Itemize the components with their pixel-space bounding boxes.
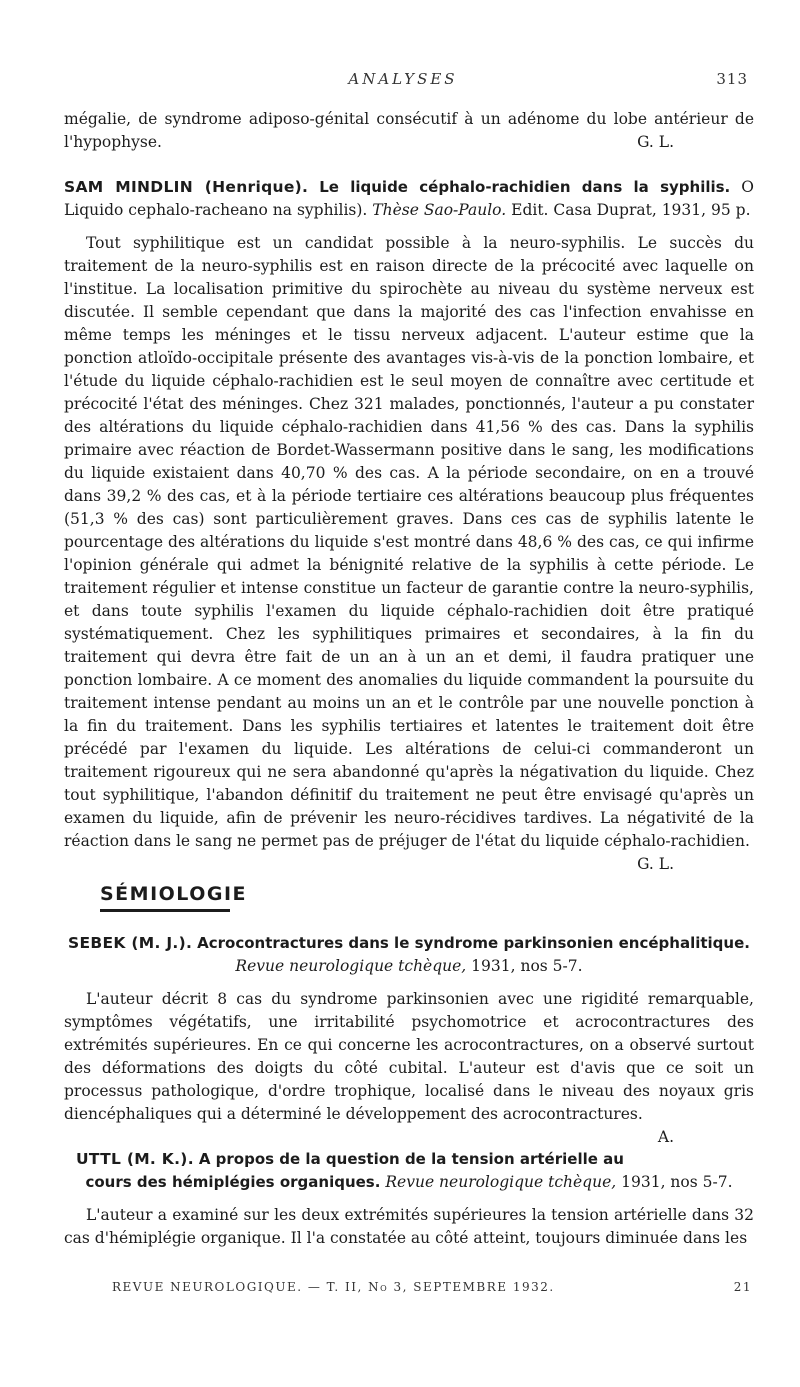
entry2-signature: A. — [657, 1128, 674, 1146]
footer-signature-mark: 21 — [733, 1280, 752, 1294]
entry2-title: Acrocontractures dans le syndrome parkinsonien encéphalitique. — [197, 934, 750, 952]
entry2-author: SEBEK (M. J.). — [68, 934, 193, 952]
page-footer — [112, 1280, 752, 1302]
footer-journal-info: REVUE NEUROLOGIQUE. — T. II, No 3, SEPTEMBRE 1932. — [112, 1280, 555, 1294]
entry2-details: 1931, nos 5-7. — [471, 957, 583, 975]
page-body — [64, 108, 754, 1250]
entry1-heading — [64, 176, 754, 222]
entry1-subtitle: O Liquido cephalo-racheano na syphilis). — [64, 178, 754, 219]
entry3-author: UTTL (M. K.). — [75, 1150, 194, 1168]
entry3-journal: Revue neurologique tchèque, — [385, 1173, 617, 1191]
running-header — [58, 70, 748, 94]
entry0-text — [64, 108, 754, 154]
entry1-details: Edit. Casa Duprat, 1931, 95 p. — [511, 201, 751, 219]
entry3-body — [64, 1204, 754, 1250]
entry3-heading — [64, 1148, 754, 1194]
entry1-title: Le liquide céphalo-rachidien dans la syphilis. — [319, 178, 731, 196]
entry3-title: A propos de la question de la tension artérielle au cours des hémiplégies organiques. — [85, 1150, 624, 1191]
entry3-details: 1931, nos 5-7. — [621, 1173, 733, 1191]
entry2-body — [64, 988, 754, 1146]
entry2-heading — [64, 932, 754, 978]
section-rule — [100, 909, 230, 912]
entry0-body: mégalie, de syndrome adiposo-génital consécutif à un adénome du lobe antérieur de l'hypophyse. — [64, 110, 754, 151]
running-title: ANALYSES — [348, 70, 458, 88]
entry1-author: SAM MINDLIN (Henrique). — [64, 178, 309, 196]
entry1-body — [64, 232, 754, 873]
entry2-journal: Revue neurologique tchèque, — [235, 957, 467, 975]
entry1-body-text: Tout syphilitique est un candidat possible à la neuro-syphilis. Le succès du traitement de la neuro-syphilis est en raison directe de la précocité avec laquelle on l'institue. La localisation primitive du spirochète au niveau du système nerveux est discutée. Il semble cependant que dans la majorité des cas l'infection envahisse en même temps les méninges et le tissu nerveux adjacent. L'auteur estime que la ponction atloïdo-occipitale présente des avantages vis-à-vis de la ponction lombaire, et l'étude du liquide céphalo-rachidien est le seul moyen de connaître avec certitude et précocité l'état des méninges. Chez 321 malades, ponctionnés, l'auteur a pu constater des altérations du liquide céphalo-rachidien dans 41,56 % des cas. Dans la syphilis primaire avec réaction de Bordet-Wassermann positive dans le sang, les modifications du liquide existaient dans 40,70 % des cas. A la période secondaire, on en a trouvé dans 39,2 % des cas, et à la période tertiaire ces altérations beaucoup plus fréquentes (51,3 % des cas) sont particulièrement graves. Dans ces cas de syphilis latente le pourcentage des altérations du liquide s'est montré dans 48,6 % des cas, ce qui infirme l'opinion générale qui admet la bénignité relative de la syphilis à cette période. Le traitement régulier et intense constitue un facteur de garantie contre la neuro-syphilis, et dans toute syphilis l'examen du liquide céphalo-rachidien doit être pratiqué systématiquement. Chez les syphilitiques primaires et secondaires, à la fin du traitement qui devra être fait de un an à un an et demi, il faudra pratiquer une ponction lombaire. A ce moment des anomalies du liquide commandent la poursuite du traitement intense pendant au moins un an et le contrôle par une nouvelle ponction à la fin du traitement. Dans les syphilis tertiaires et latentes le traitement doit être précédé par l'examen du liquide. Les altérations de celui-ci commanderont un traitement rigoureux qui ne sera abandonné qu'après la négativation du liquide. Chez tout syphilitique, l'abandon définitif du traitement ne peut être envisagé qu'après un examen du liquide, afin de prévenir les neuro-récidives tardives. La négativité de la réaction dans le sang ne permet pas de préjuger de l'état du liquide céphalo-rachidien. — [64, 234, 754, 850]
entry3-body-text: L'auteur a examiné sur les deux extrémités supérieures la tension artérielle dans 32 cas d'hémiplégie organique. Il l'a constatée au côté atteint, toujours diminuée dans les — [64, 1206, 754, 1247]
entry1-signature: G. L. — [637, 855, 674, 873]
entry0-signature: G. L. — [637, 133, 674, 151]
entry1-journal: Thèse Sao-Paulo. — [372, 201, 507, 219]
page-number: 313 — [716, 70, 748, 88]
entry2-body-text: L'auteur décrit 8 cas du syndrome parkinsonien avec une rigidité remarquable, symptômes végétatifs, une irritabilité psychomotrice et acrocontractures des extrémités supérieures. En ce qui concerne les acrocontractures, on a observé surtout des déformations des doigts du côté cubital. L'auteur est d'avis que ce soit un processus pathologique, d'ordre trophique, localisé dans le niveau des noyaux gris diencéphaliques qui a déterminé le développement des acrocontractures. — [64, 990, 754, 1123]
section-heading: SÉMIOLOGIE — [100, 883, 248, 905]
